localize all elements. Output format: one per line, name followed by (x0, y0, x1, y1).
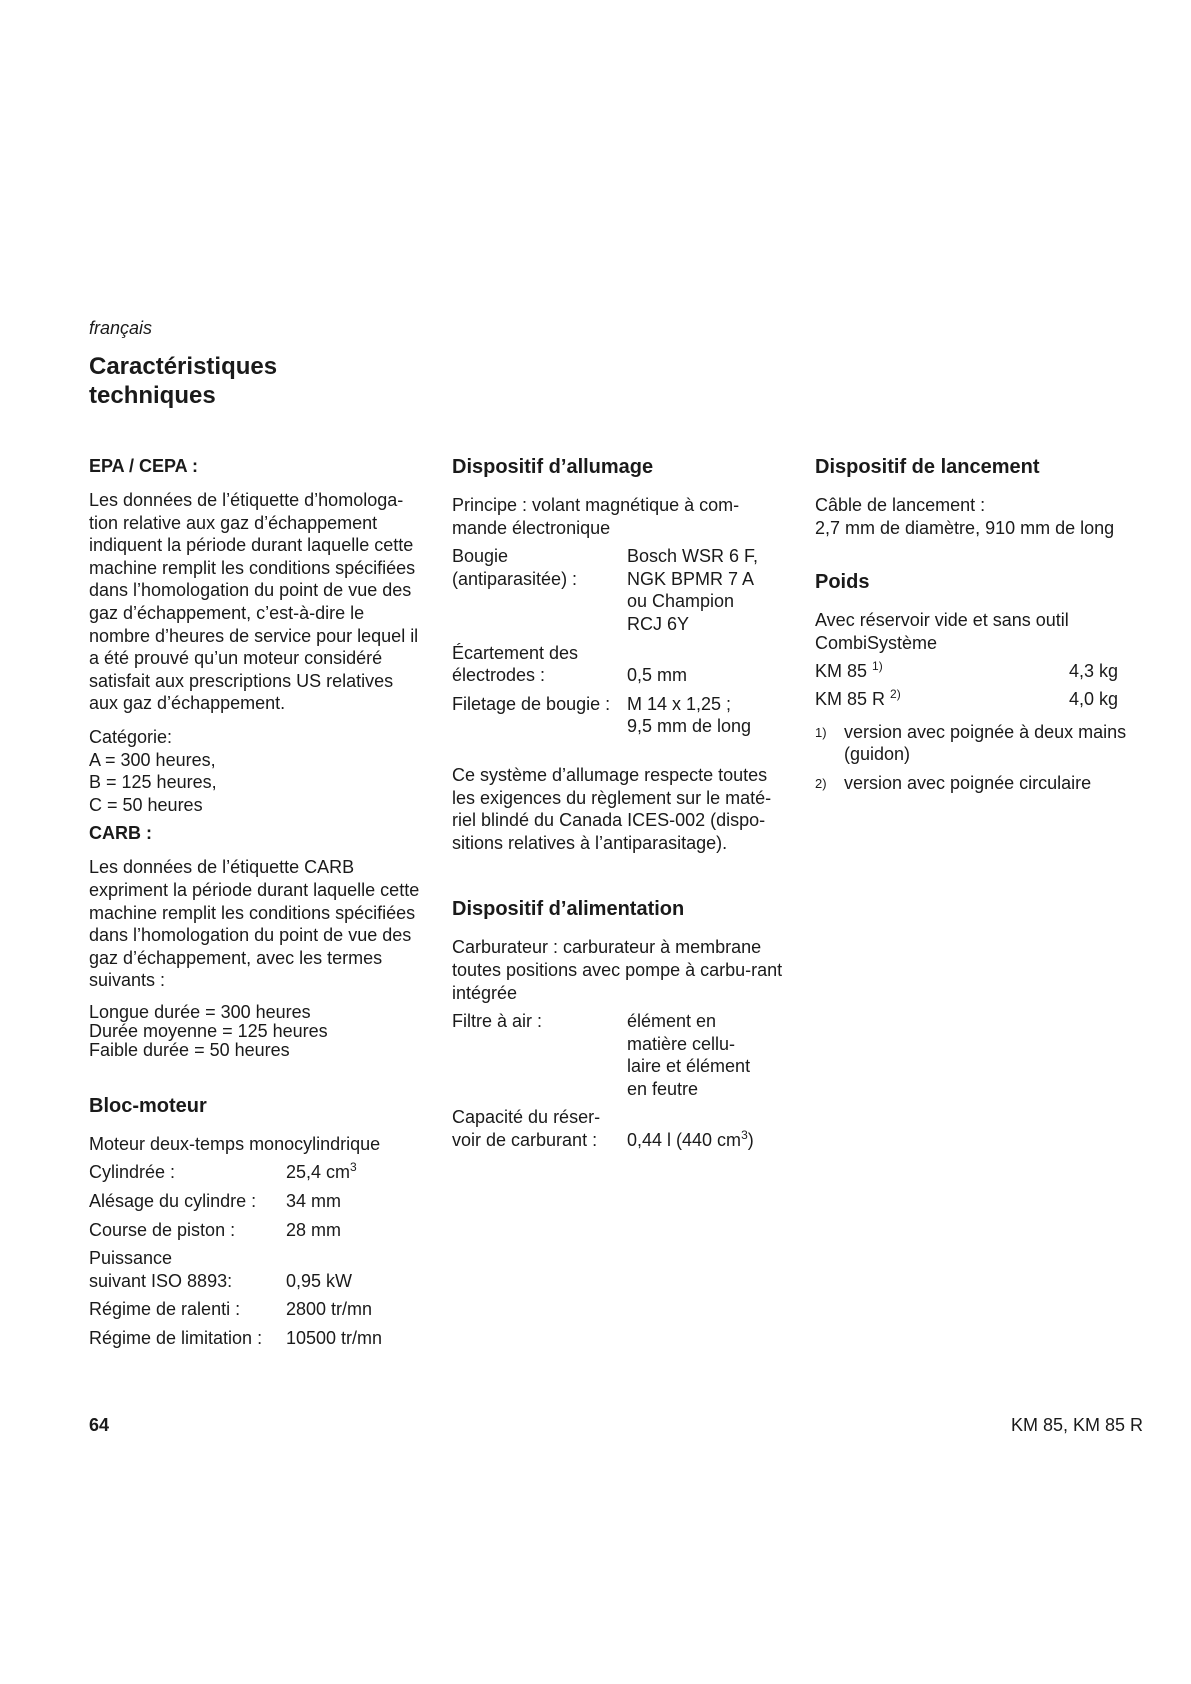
ignition-label: Écartement des électrodes : (452, 642, 579, 686)
epa-heading: EPA / CEPA : (89, 456, 199, 476)
engine-row-power (89, 1247, 424, 1292)
ignition-principle: Principe : volant magnétique à com-mande électronique (452, 495, 740, 538)
engine-label: Régime de limitation : (89, 1328, 263, 1349)
weight-value: 4,3 kg (1068, 661, 1118, 682)
footnote-text: version avec poignée circulaire (844, 772, 1092, 793)
ignition-label: Bougie (antiparasitée) : (452, 546, 578, 589)
category-label: Catégorie: (89, 726, 173, 747)
ignition-note: Ce système d’allumage respecte toutes les exigences du règlement sur le maté-riel blindé du Canada ICES-002 (dispo-sitions relatives à l’antiparasitage). (452, 764, 772, 853)
carb-heading: CARB : (89, 823, 152, 844)
weight-model: KM 85 R $^{2)}$ (815, 686, 901, 709)
engine-value: 28 mm (286, 1219, 342, 1240)
category-a: A = 300 heures, (89, 749, 216, 770)
engine-row-stroke (89, 1219, 424, 1242)
engine-value: 10500 tr/mn (286, 1328, 383, 1349)
engine-label: Course de piston : (89, 1219, 236, 1240)
engine-label: Alésage du cylindre : (89, 1191, 257, 1212)
engine-intro: Moteur deux-temps monocylindrique (89, 1133, 381, 1154)
engine-row-bore (89, 1190, 424, 1213)
ignition-heading: Dispositif d’allumage (452, 456, 654, 478)
weight-intro: Avec réservoir vide et sans outil CombiSystème (815, 610, 1069, 653)
column-right (815, 455, 1145, 801)
fuel-value: 0,44 l (440 $cm^3$) (627, 1128, 754, 1151)
fuel-label: Capacité du réser-voir de carburant : (452, 1107, 601, 1151)
weight-value: 4,0 kg (1068, 688, 1118, 709)
starter-heading: Dispositif de lancement (815, 456, 1040, 478)
ignition-value: M 14 x 1,25 ; 9,5 mm de long (627, 693, 752, 737)
engine-value: 0,95 kW (286, 1270, 353, 1291)
carb-text: Les données de l’étiquette CARB expriment la période durant laquelle cette machine remplit les conditions spécifiées dans l’homologation du point de vue des gaz d’échappement, avec les termes suivants : (89, 857, 420, 991)
page-title (89, 352, 277, 410)
column-middle (452, 455, 792, 1158)
fuel-value: élément en matière cellu-laire et élément en feutre (627, 1011, 751, 1099)
fuel-row-tank (452, 1106, 792, 1151)
ignition-value: Bosch WSR 6 F, NGK BPMR 7 A ou Champion RCJ 6Y (627, 546, 759, 634)
title-line-1: Caractéristiques (89, 353, 278, 380)
fuel-label: Filtre à air : (452, 1011, 543, 1032)
weight-model: KM 85 $^{1)}$ (815, 659, 883, 682)
carb-term-long: Longue durée = 300 heures (89, 1001, 311, 1022)
fuel-carburetor: Carburateur : carburateur à membrane toutes positions avec pompe à carbu-rant intégrée (452, 937, 783, 1003)
footnote-1 (815, 721, 1145, 766)
engine-heading: Bloc-moteur (89, 1094, 207, 1117)
engine-value: 25,4 $cm^3$ (286, 1160, 357, 1183)
engine-row-max-speed (89, 1327, 424, 1350)
engine-label: Cylindrée : (89, 1162, 176, 1183)
category-b: B = 125 heures, (89, 772, 217, 793)
weight-row-km85r (815, 688, 1118, 711)
footer-models: KM 85, KM 85 R (1010, 1415, 1143, 1435)
engine-row-displacement (89, 1161, 424, 1184)
title-line-2: techniques (89, 382, 216, 409)
engine-label: Régime de ralenti : (89, 1299, 241, 1320)
ignition-row-spark-plug (452, 545, 792, 635)
weight-row-km85 (815, 660, 1118, 683)
page-number: 64 (89, 1415, 110, 1435)
engine-label: Puissance suivant ISO 8893: (89, 1248, 233, 1291)
epa-text: Les données de l’étiquette d’homologa-tion relative aux gaz d’échappement indiquent la période durant laquelle cette machine remplit les conditions spécifiées dans l’homologation du point de vue des gaz d’échappement, c’est-à-dire le nombre d’heures de service pour lequel il a été prouvé qu’un moteur considéré satisfait aux prescriptions US relatives aux gaz d’échappement. (89, 490, 419, 714)
footnote-mark: 2) (815, 775, 827, 791)
fuel-heading: Dispositif d’alimentation (452, 898, 685, 921)
weight-heading: Poids (815, 571, 870, 594)
carb-terms (89, 1003, 424, 1060)
ignition-row-thread (452, 693, 792, 738)
carb-term-short: Faible durée = 50 heures (89, 1039, 290, 1060)
footnote-2 (815, 772, 1145, 796)
fuel-row-air-filter (452, 1010, 792, 1100)
epa-categories (89, 726, 424, 816)
footnote-mark: 1) (815, 724, 827, 740)
ignition-row-gap (452, 642, 792, 687)
footnote-text: version avec poignée à deux mains (guidon) (844, 721, 1127, 765)
column-left (89, 455, 424, 1356)
engine-row-idle (89, 1298, 424, 1321)
ignition-value: 0,5 mm (627, 665, 688, 686)
carb-term-medium: Durée moyenne = 125 heures (89, 1020, 328, 1041)
language-label: français (89, 318, 153, 338)
engine-value: 34 mm (286, 1191, 342, 1212)
starter-text: Câble de lancement : 2,7 mm de diamètre, 910 mm de long (815, 495, 1115, 538)
category-c: C = 50 heures (89, 794, 203, 815)
ignition-label: Filetage de bougie : (452, 693, 611, 714)
engine-value: 2800 tr/mn (286, 1299, 373, 1320)
